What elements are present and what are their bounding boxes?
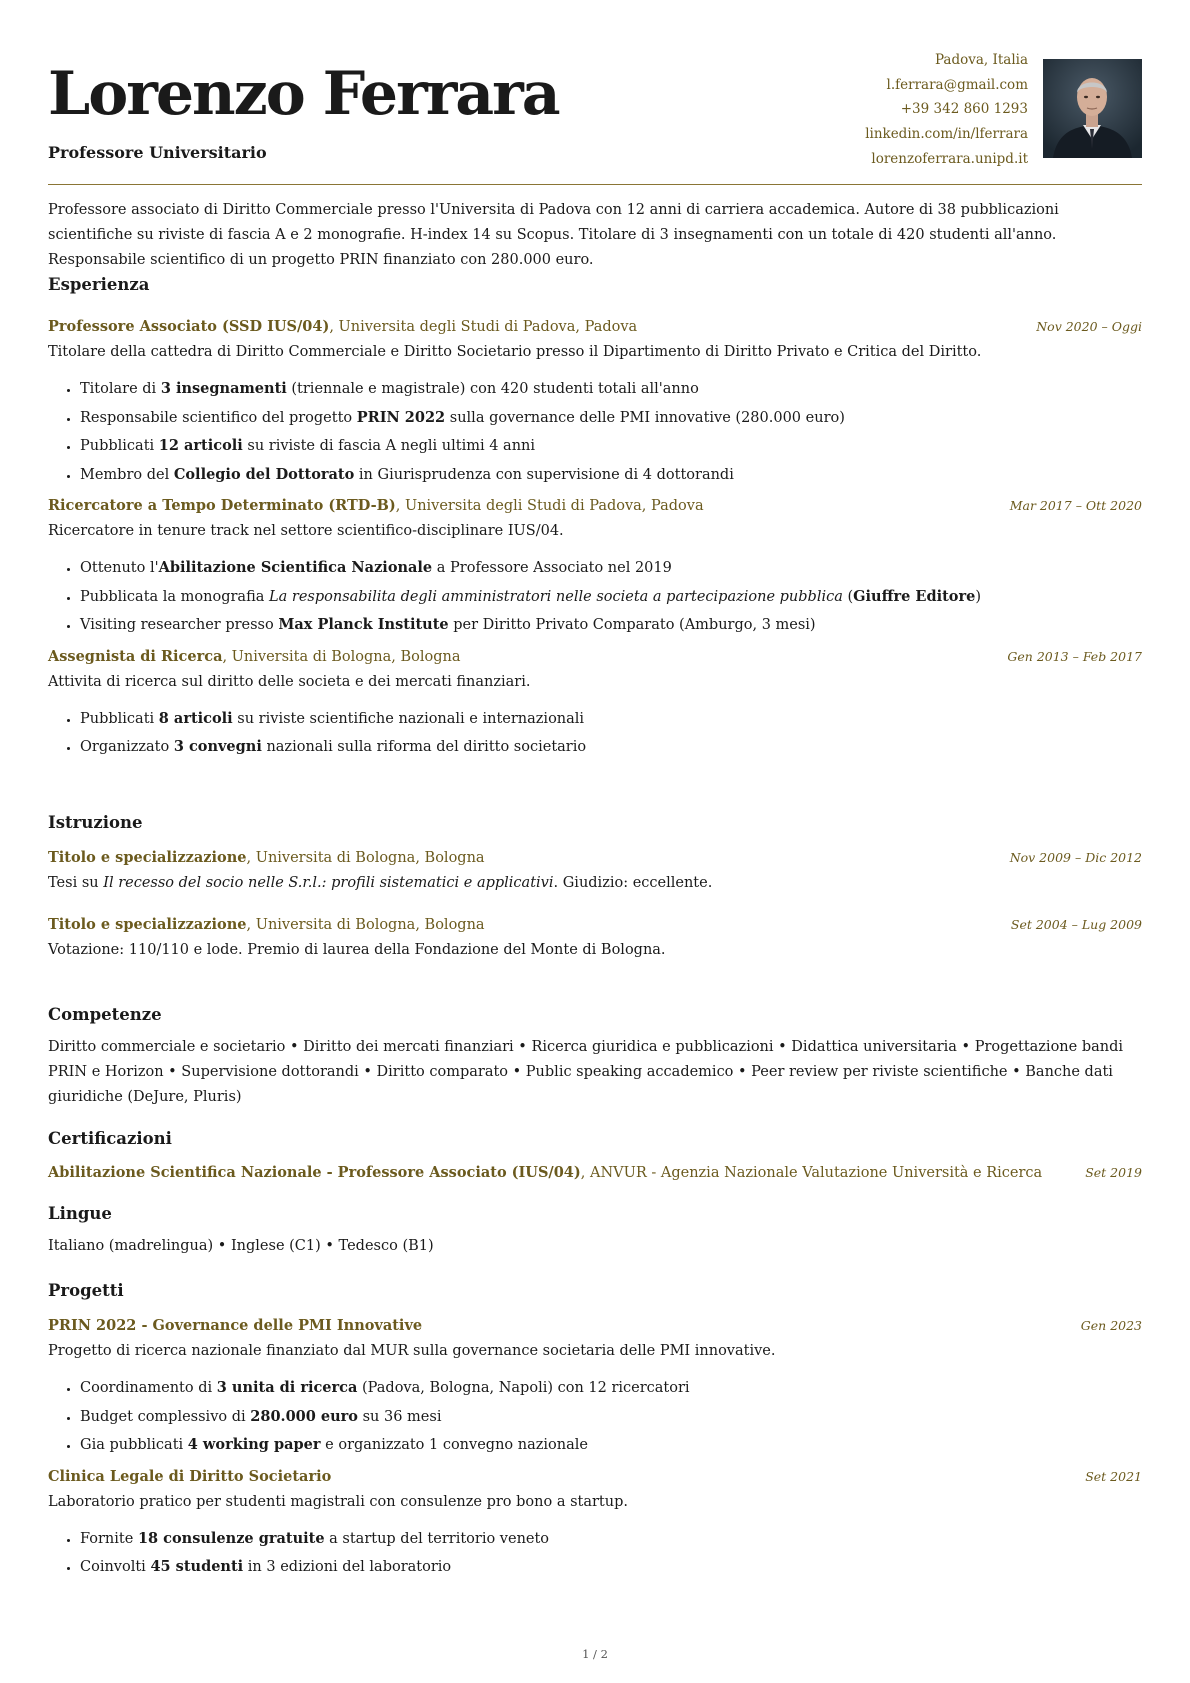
bullet-list	[48, 554, 1142, 640]
entry-title: Abilitazione Scientifica Nazionale - Professore Associato (IUS/04)	[48, 1164, 581, 1181]
entry-date: Mar 2017 – Ott 2020	[1009, 498, 1142, 513]
skills-text: Diritto commerciale e societario • Diritto dei mercati finanziari • Ricerca giuridica e pubblicazioni • Didattica universitaria • Progettazione bandi PRIN e Horizon • Supervisione dottorandi • Diritto comparato • Public speaking accademico • Peer review per riviste scientifiche • Banche dati giuridiche (DeJure, Pluris)	[48, 1039, 1124, 1105]
list-item: • Pubblicati 8 articoli su riviste scientifiche nazionali e internazionali	[80, 705, 1142, 734]
list-item: • Fornite 18 consulenze gratuite a startup del territorio veneto	[80, 1525, 1142, 1554]
languages-section	[48, 1203, 1142, 1259]
entry-org: , Universita di Bologna, Bologna	[222, 648, 461, 665]
bullet-list	[48, 1374, 1142, 1460]
entry-title: Titolo e specializzazione	[48, 849, 247, 866]
projects-section	[48, 1280, 1142, 1582]
entry-org: , Universita di Bologna, Bologna	[246, 917, 485, 933]
header-divider	[48, 184, 1142, 185]
skills-section	[48, 1004, 1142, 1110]
languages-text: Italiano (madrelingua) • Inglese (C1) • Tedesco (B1)	[48, 1238, 434, 1254]
experience-entry	[48, 314, 1142, 489]
project-entry	[48, 1464, 1142, 1582]
list-item: • Membro del Collegio del Dottorato in Giurisprudenza con supervisione di 4 dottorandi	[80, 461, 1142, 490]
entry-description: Attivita di ricerca sul diritto delle societa e dei mercati finanziari.	[48, 673, 531, 690]
contact-block	[865, 48, 1028, 172]
list-item: • Coinvolti 45 studenti in 3 edizioni del laboratorio	[80, 1553, 1142, 1582]
entry-org: , Universita degli Studi di Padova, Padova	[329, 319, 638, 335]
bullet-list	[48, 375, 1142, 489]
entry-description: Progetto di ricerca nazionale finanziato dal MUR sulla governance societaria delle PMI innovative.	[48, 1343, 776, 1359]
entry-date: Set 2021	[1085, 1468, 1142, 1484]
entry-description: Tesi su Il recesso del socio nelle S.r.l.: profili sistematici e applicativi. Giudizio: eccellente.	[48, 875, 713, 891]
entry-date: Nov 2020 – Oggi	[1036, 319, 1142, 334]
contact-phone[interactable]: +39 342 860 1293	[900, 101, 1028, 118]
section-title: Lingue	[48, 1204, 112, 1223]
entry-description: Laboratorio pratico per studenti magistrali con consulenze pro bono a startup.	[48, 1493, 628, 1510]
education-entry	[48, 845, 1142, 896]
entry-date: Set 2019	[1085, 1165, 1142, 1180]
contact-location: Padova, Italia	[934, 52, 1028, 68]
education-entry	[48, 912, 1142, 963]
list-item: • Titolare di 3 insegnamenti (triennale e magistrale) con 420 studenti totali all'anno	[80, 375, 1142, 404]
entry-title: Professore Associato (SSD IUS/04)	[48, 318, 330, 335]
experience-entry	[48, 644, 1142, 762]
list-item: • Responsabile scientifico del progetto PRIN 2022 sulla governance delle PMI innovative (280.000 euro)	[80, 404, 1142, 433]
candidate-role: Professore Universitario	[48, 143, 267, 162]
entry-title: Titolo e specializzazione	[48, 916, 247, 933]
resume-page	[48, 0, 1142, 1683]
entry-org: , Universita di Bologna, Bologna	[246, 850, 485, 866]
section-title: Progetti	[48, 1281, 124, 1300]
list-item: • Pubblicati 12 articoli su riviste di fascia A negli ultimi 4 anni	[80, 432, 1142, 461]
entry-title: Clinica Legale di Diritto Societario	[48, 1467, 332, 1485]
bullet-list	[48, 1525, 1142, 1582]
bullet-list	[48, 705, 1142, 762]
entry-title: Ricercatore a Tempo Determinato (RTD-B)	[48, 497, 396, 514]
contact-website[interactable]: lorenzoferrara.unipd.it	[871, 150, 1028, 167]
entry-description: Titolare della cattedra di Diritto Commerciale e Diritto Societario presso il Dipartimento di Diritto Privato e Critica del Diritto.	[48, 344, 982, 360]
section-title: Esperienza	[48, 275, 150, 294]
section-title: Certificazioni	[48, 1129, 172, 1148]
list-item: • Visiting researcher presso Max Planck Institute per Diritto Privato Comparato (Amburgo, 3 mesi)	[80, 611, 1142, 640]
education-section	[48, 812, 1142, 963]
portrait-photo-icon	[1043, 59, 1142, 158]
experience-section	[48, 274, 1142, 762]
portrait-photo	[1043, 59, 1142, 158]
list-item: • Pubblicata la monografia La responsabilita degli amministratori nelle societa a partecipazione pubblica (Giuffre Editore)	[80, 583, 1142, 612]
entry-description: Ricercatore in tenure track nel settore scientifico-disciplinare IUS/04.	[48, 523, 564, 539]
entry-org: , ANVUR - Agenzia Nazionale Valutazione Università e Ricerca	[580, 1165, 1043, 1181]
list-item: • Budget complessivo di 280.000 euro su 36 mesi	[80, 1403, 1142, 1432]
page-number: 1 / 2	[582, 1647, 608, 1661]
entry-description: Votazione: 110/110 e lode. Premio di laurea della Fondazione del Monte di Bologna.	[48, 942, 666, 958]
candidate-name: Lorenzo Ferrara	[48, 59, 559, 129]
list-item: • Coordinamento di 3 unita di ricerca (Padova, Bologna, Napoli) con 12 ricercatori	[80, 1374, 1142, 1403]
section-title: Competenze	[48, 1005, 162, 1024]
section-title: Istruzione	[48, 813, 143, 832]
certification-entry	[48, 1160, 1142, 1186]
entry-org: , Universita degli Studi di Padova, Padova	[395, 498, 704, 514]
entry-date: Nov 2009 – Dic 2012	[1009, 850, 1142, 865]
entry-date: Gen 2023	[1080, 1318, 1142, 1333]
entry-date: Gen 2013 – Feb 2017	[1007, 648, 1142, 664]
entry-title: Assegnista di Ricerca	[48, 647, 223, 665]
list-item: • Organizzato 3 convegni nazionali sulla riforma del diritto societario	[80, 733, 1142, 762]
list-item: • Gia pubblicati 4 working paper e organizzato 1 convegno nazionale	[80, 1431, 1142, 1460]
entry-title: PRIN 2022 - Governance delle PMI Innovative	[48, 1317, 423, 1334]
project-entry	[48, 1313, 1142, 1460]
summary-text: Professore associato di Diritto Commerciale presso l'Universita di Padova con 12 anni di carriera accademica. Autore di 38 pubblicazioni scientifiche su riviste di fascia A e 2 monografie. H-index 14 su Scopus. Titolare di 3 insegnamenti con un totale di 420 studenti all'anno. Responsabile scientifico di un progetto PRIN finanziato con 280.000 euro.	[48, 202, 1059, 268]
certifications-section	[48, 1128, 1142, 1186]
entry-date: Set 2004 – Lug 2009	[1010, 917, 1142, 932]
contact-email[interactable]: l.ferrara@gmail.com	[886, 76, 1028, 93]
list-item: • Ottenuto l'Abilitazione Scientifica Nazionale a Professore Associato nel 2019	[80, 554, 1142, 583]
contact-linkedin[interactable]: linkedin.com/in/lferrara	[865, 126, 1028, 143]
experience-entry	[48, 493, 1142, 640]
